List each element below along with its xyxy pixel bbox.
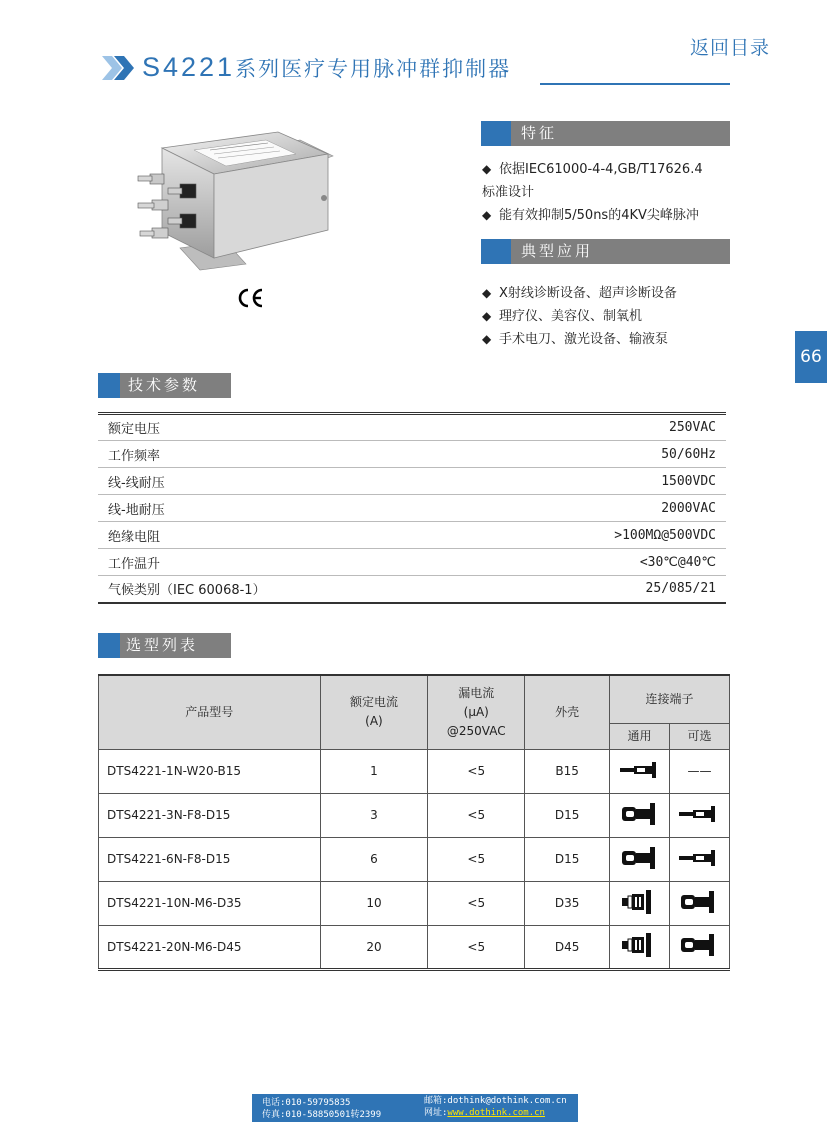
- model-cell: DTS4221-20N-M6-D45: [99, 925, 321, 969]
- spec-value: 250VAC: [471, 414, 726, 441]
- return-to-contents-link[interactable]: 返回目录: [690, 37, 771, 59]
- header-model: 产品型号: [99, 675, 321, 749]
- specs-heading: [98, 373, 231, 398]
- screw-terminal-icon: [622, 932, 658, 961]
- leakage-cell: <5: [428, 749, 525, 793]
- selection-title: 选型列表: [126, 636, 199, 654]
- table-row: [98, 441, 726, 468]
- features-title: 特征: [521, 124, 558, 142]
- spec-label: 额定电压: [98, 414, 471, 441]
- spec-label: 工作温升: [98, 549, 471, 576]
- title-model: S4221: [142, 52, 236, 82]
- list-item: [482, 181, 782, 204]
- header-leakage-line1: 漏电流: [458, 685, 495, 700]
- header-leakage-line2: (μA): [463, 704, 489, 719]
- header-terminal: 连接端子: [610, 675, 730, 723]
- title-series-name: 系列医疗专用脉冲群抑制器: [235, 57, 512, 81]
- application-text: 手术电刀、激光设备、输液泵: [499, 332, 669, 347]
- contact-footer: [252, 1094, 578, 1122]
- spec-value: 1500VDC: [471, 468, 726, 495]
- optional-terminal-cell: [669, 837, 729, 881]
- specs-table: [98, 412, 726, 604]
- features-list: [482, 158, 782, 227]
- applications-heading: [481, 239, 730, 264]
- spec-label: 绝缘电阻: [98, 522, 471, 549]
- leakage-cell: <5: [428, 881, 525, 925]
- leakage-cell: <5: [428, 925, 525, 969]
- screw-terminal-icon: [622, 889, 658, 918]
- heading-accent: [98, 373, 120, 398]
- table-row: [99, 749, 730, 793]
- selection-heading: [98, 633, 231, 658]
- leakage-cell: <5: [428, 837, 525, 881]
- footer-web-label: 网址:: [424, 1108, 448, 1118]
- table-row: [98, 495, 726, 522]
- optional-terminal-cell: [669, 925, 729, 969]
- housing-cell: D45: [525, 925, 610, 969]
- title-underline: [540, 83, 730, 85]
- current-cell: 10: [320, 881, 428, 925]
- header-housing: 外壳: [525, 675, 610, 749]
- feature-text: 依据IEC61000-4-4,GB/T17626.4: [499, 162, 703, 177]
- general-terminal-cell: [610, 837, 670, 881]
- table-row: [99, 881, 730, 925]
- title-text: [142, 52, 511, 83]
- footer-web-line: [424, 1107, 567, 1119]
- applications-list: [482, 282, 782, 351]
- header-optional: 可选: [669, 723, 729, 749]
- header-rated-current: [320, 675, 428, 749]
- product-photo: [128, 128, 348, 278]
- diamond-bullet-icon: ◆: [482, 286, 492, 300]
- header-rated-current-line1: 额定电流: [349, 695, 398, 710]
- model-cell: DTS4221-10N-M6-D35: [99, 881, 321, 925]
- current-cell: 3: [320, 793, 428, 837]
- diamond-bullet-icon: ◆: [482, 162, 492, 176]
- footer-email[interactable]: 邮箱:dothink@dothink.com.cn: [424, 1096, 567, 1106]
- table-row: [98, 468, 726, 495]
- current-cell: 20: [320, 925, 428, 969]
- housing-cell: D15: [525, 837, 610, 881]
- current-cell: 6: [320, 837, 428, 881]
- table-row: [98, 522, 726, 549]
- diamond-bullet-icon: ◆: [482, 309, 492, 323]
- application-text: 理疗仪、美容仪、制氧机: [499, 309, 643, 324]
- faston-icon: [620, 761, 660, 782]
- header-rated-current-line2: (A): [365, 714, 383, 729]
- list-item: [482, 282, 782, 305]
- features-heading: [481, 121, 730, 146]
- spec-label: 线-线耐压: [98, 468, 471, 495]
- solder-lug-icon: [622, 845, 658, 874]
- diamond-bullet-icon: ◆: [482, 208, 492, 222]
- website-link[interactable]: www.dothink.com.cn: [447, 1108, 545, 1118]
- heading-accent: [481, 239, 511, 264]
- table-row: [98, 549, 726, 576]
- spec-value: >100MΩ@500VDC: [471, 522, 726, 549]
- double-chevron-icon: [102, 56, 136, 80]
- header-general: 通用: [610, 723, 670, 749]
- footer-phone: 电话:010-59795835: [262, 1098, 351, 1108]
- housing-cell: B15: [525, 749, 610, 793]
- heading-accent: [98, 633, 120, 658]
- application-text: X射线诊断设备、超声诊断设备: [499, 286, 677, 301]
- spec-value: 25/085/21: [471, 576, 726, 603]
- optional-terminal-cell: [669, 793, 729, 837]
- solder-lug-icon: [622, 801, 658, 830]
- model-cell: DTS4221-3N-F8-D15: [99, 793, 321, 837]
- footer-email-web: [424, 1095, 567, 1119]
- specs-title: 技术参数: [128, 376, 201, 394]
- table-row: [99, 793, 730, 837]
- table-row: [98, 414, 726, 441]
- general-terminal-cell: [610, 749, 670, 793]
- current-cell: 1: [320, 749, 428, 793]
- list-item: [482, 158, 782, 181]
- spec-label: 线-地耐压: [98, 495, 471, 522]
- faston-icon: [679, 805, 719, 826]
- footer-fax: 传真:010-58850501转2399: [262, 1110, 382, 1120]
- list-item: [482, 204, 782, 227]
- housing-cell: D35: [525, 881, 610, 925]
- spec-value: 2000VAC: [471, 495, 726, 522]
- optional-terminal-cell: [669, 881, 729, 925]
- table-header-row: [99, 675, 730, 723]
- model-cell: DTS4221-6N-F8-D15: [99, 837, 321, 881]
- spec-value: <30℃@40℃: [471, 549, 726, 576]
- none-dash: ——: [687, 764, 712, 778]
- list-item: [482, 305, 782, 328]
- housing-cell: D15: [525, 793, 610, 837]
- spec-label: 气候类别（IEC 60068-1）: [98, 576, 471, 603]
- table-row: [99, 925, 730, 969]
- leakage-cell: <5: [428, 793, 525, 837]
- header-leakage-line3: @250VAC: [446, 723, 506, 738]
- spec-value: 50/60Hz: [471, 441, 726, 468]
- general-terminal-cell: [610, 881, 670, 925]
- faston-icon: [679, 849, 719, 870]
- page-number-tab[interactable]: 66: [795, 331, 827, 383]
- list-item: [482, 328, 782, 351]
- heading-accent: [481, 121, 511, 146]
- feature-text: 能有效抑制5/50ns的4KV尖峰脉冲: [499, 208, 699, 223]
- selection-table: [98, 674, 730, 971]
- general-terminal-cell: [610, 925, 670, 969]
- footer-phone-fax: [262, 1097, 381, 1121]
- applications-title: 典型应用: [521, 242, 594, 260]
- spec-label: 工作频率: [98, 441, 471, 468]
- ce-mark-logo: [236, 287, 264, 309]
- header-leakage: [428, 675, 525, 749]
- feature-text: 标准设计: [482, 185, 535, 200]
- table-row: [99, 837, 730, 881]
- optional-terminal-cell: [669, 749, 729, 793]
- table-row: [98, 576, 726, 603]
- general-terminal-cell: [610, 793, 670, 837]
- diamond-bullet-icon: ◆: [482, 332, 492, 346]
- solder-lug-icon: [681, 889, 717, 918]
- model-cell: DTS4221-1N-W20-B15: [99, 749, 321, 793]
- solder-lug-icon: [681, 932, 717, 961]
